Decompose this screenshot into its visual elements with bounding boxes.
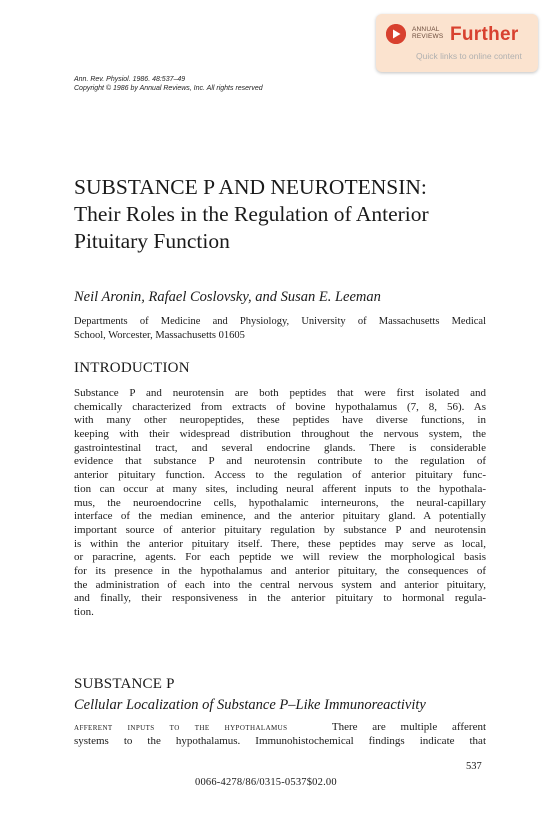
afferent-inputs-paragraph <box>74 720 486 747</box>
afferent-line1 <box>74 720 486 734</box>
intro-line: tion. <box>74 606 94 618</box>
annual-reviews-logo-icon <box>386 24 406 44</box>
affiliation <box>74 315 486 343</box>
intro-line: Substance P and neurotensin are both peptides that were first isolated and <box>74 387 486 399</box>
page-number: 537 <box>466 761 482 772</box>
journal-reference <box>74 75 263 93</box>
intro-line: and finally, their responsiveness in the anterior pituitary to hormonal regula- <box>74 592 486 605</box>
intro-line: tion can occur at many sites, including neural afferent inputs to the hypothala- <box>74 482 486 495</box>
authors: Neil Aronin, Rafael Coslovsky, and Susan E. Leeman <box>74 289 381 305</box>
introduction-paragraph <box>74 387 486 620</box>
intro-line: interface of the median eminence, and the anterior pituitary gland. A potentially <box>74 510 486 523</box>
cellular-localization-subheading: Cellular Localization of Substance P–Like Immunoreactivity <box>74 697 426 713</box>
affiliation-line1: Departments of Medicine and Physiology, University of Massachusetts Medical <box>74 316 486 327</box>
intro-line: with many other neuropeptides, these peptides have diverse functions, in <box>74 414 486 427</box>
intro-line: for its presence in the hypothalamus and anterior pituitary, the consequences of <box>74 564 486 577</box>
footer-code: 0066-4278/86/0315-0537$02.00 <box>195 777 337 788</box>
further-badge[interactable] <box>376 14 538 72</box>
intro-line: the administration of each into the central nervous system and anterior pituitary, <box>74 578 486 591</box>
intro-line: mus, the neuroendocrine cells, hypothalamic interneurons, the neural-capillary <box>74 496 486 509</box>
further-badge-small-text <box>412 26 443 40</box>
journal-ref-line1: Ann. Rev. Physiol. 1986. 48:537–49 <box>74 76 186 83</box>
further-word: Further <box>450 24 519 45</box>
intro-line: evidence that substance P and neurotensin contribute to the regulation of <box>74 455 486 468</box>
intro-line: is within the anterior pituitary itself. There, these peptides may serve as local, <box>74 537 486 550</box>
intro-line: or paracrine, agents. For each peptide we will review the morphological basis <box>74 551 486 564</box>
affiliation-line2: School, Worcester, Massachusetts 01605 <box>74 329 245 341</box>
further-subtitle: Quick links to online content <box>416 51 522 61</box>
further-small-line1: ANNUAL <box>412 26 440 33</box>
substance-p-heading: SUBSTANCE P <box>74 676 175 692</box>
intro-line: keeping with their widespread distribution throughout the nervous system, the <box>74 428 486 441</box>
intro-line: important source of anterior pituitary regulation by substance P and neurotensin <box>74 523 486 536</box>
article-title <box>74 174 494 255</box>
afferent-line2: systems to the hypothalamus. Immunohistochemical findings indicate that <box>74 734 486 747</box>
title-line1: SUBSTANCE P AND NEUROTENSIN: <box>74 175 427 199</box>
title-line3: Pituitary Function <box>74 229 230 253</box>
further-small-line2: REVIEWS <box>412 33 444 40</box>
title-line2: Their Roles in the Regulation of Anterior <box>74 202 429 226</box>
intro-line: chemically characterized from extracts of bovine hypothalamus (7, 8, 56). As <box>74 400 486 413</box>
runin-heading: afferent inputs to the hypothalamus <box>74 722 288 733</box>
intro-line: gastrointestinal tract, and several endocrine glands. There is considerable <box>74 441 486 454</box>
afferent-line1-rest: There are multiple afferent <box>331 721 487 733</box>
introduction-heading: INTRODUCTION <box>74 360 190 376</box>
journal-ref-line2: Copyright © 1986 by Annual Reviews, Inc. All rights reserved <box>74 85 263 92</box>
intro-line: anterior pituitary function. Access to the regulation of anterior pituitary func- <box>74 469 486 482</box>
